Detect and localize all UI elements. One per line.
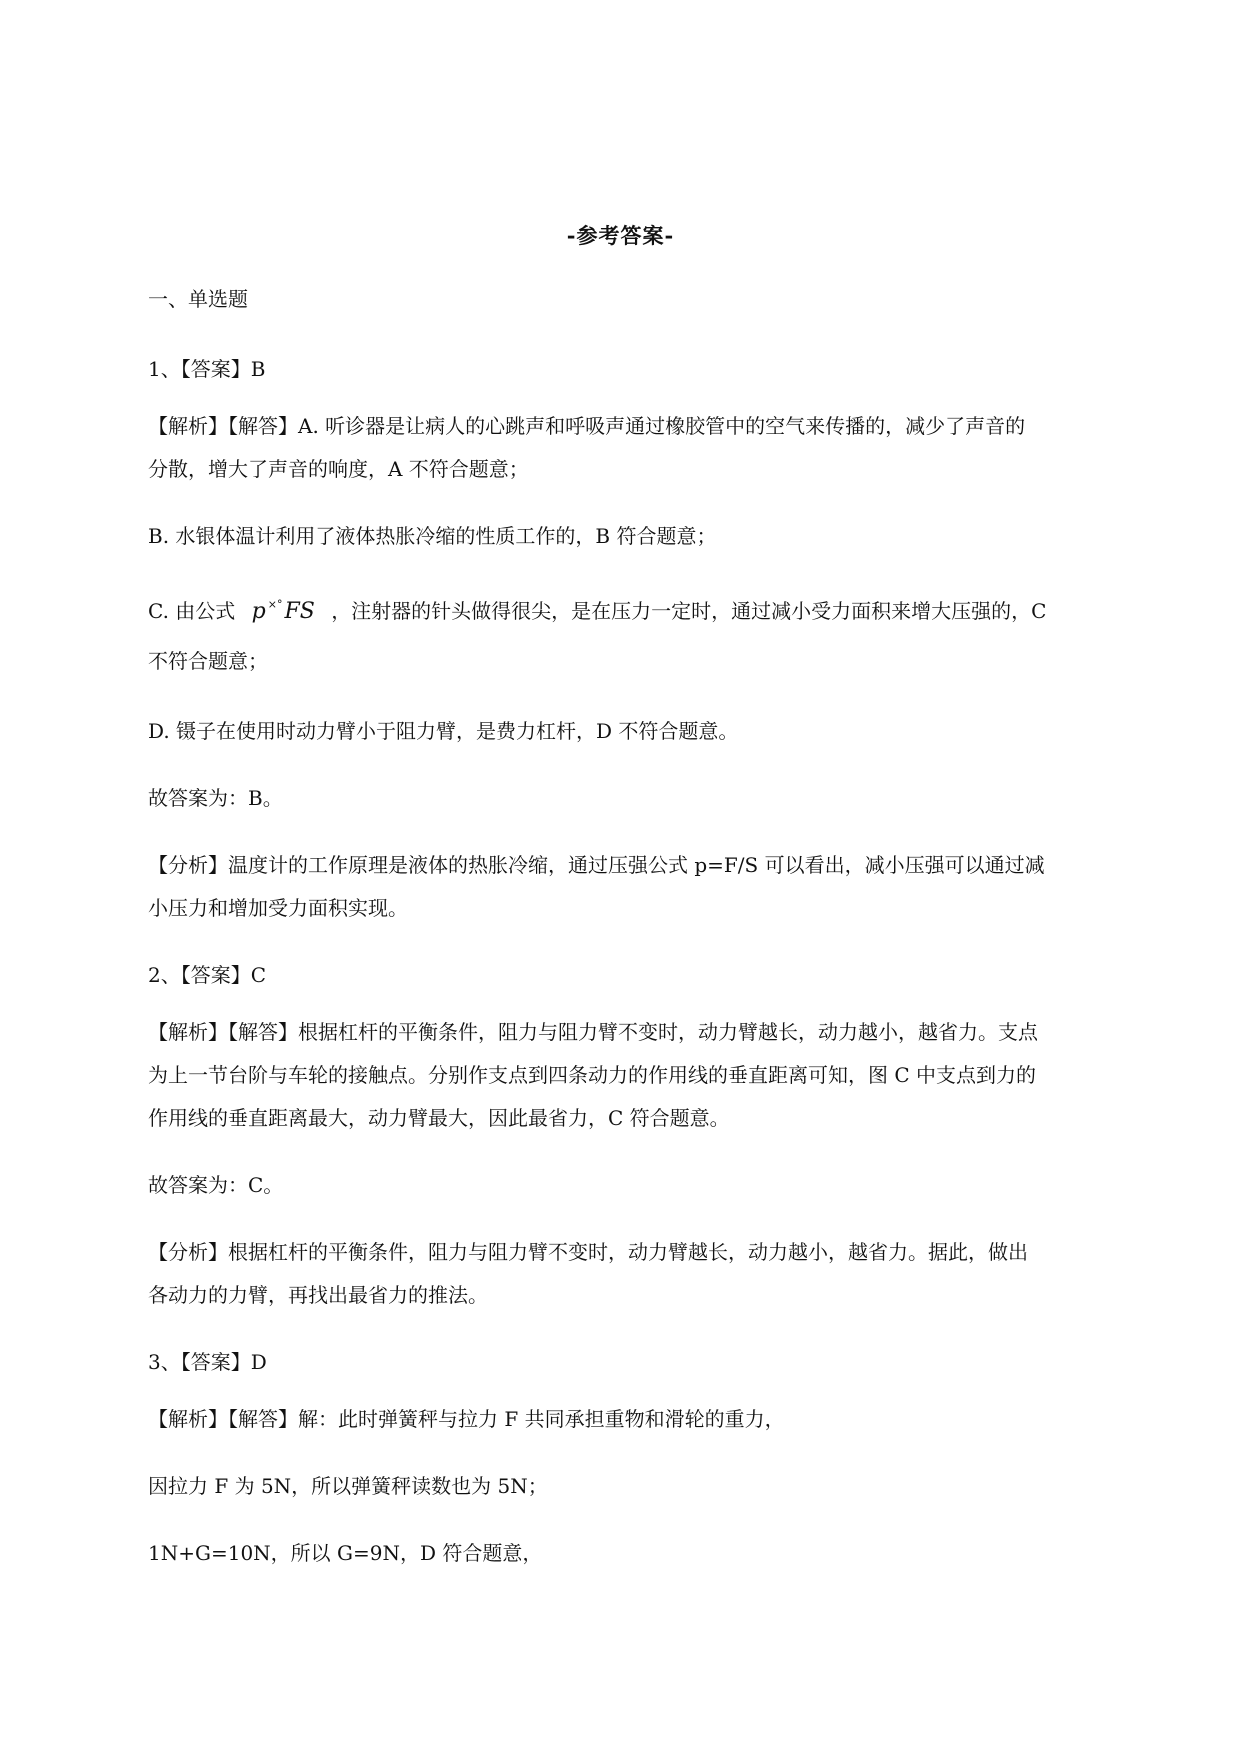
formula-p: p <box>251 599 266 624</box>
q1-formula-prefix: C. 由公式 <box>148 599 236 623</box>
q1-explanation-line-2: 分散，增大了声音的响度，A 不符合题意； <box>148 457 529 481</box>
q1-formula-suffix: ，注射器的针头做得很尖，是在压力一定时，通过减小受力面积来增大压强的，C <box>331 599 1047 623</box>
q2-explanation-line-2: 为上一节台阶与车轮的接触点。分别作支点到四条动力的作用线的垂直距离可知，图 C 中支点到力的 <box>148 1063 1037 1087</box>
q3-explanation-line-1: 【解析】【解答】解：此时弹簧秤与拉力 F 共同承担重物和滑轮的重力， <box>148 1407 785 1431</box>
q1-explanation-line-1: 【解析】【解答】A. 听诊器是让病人的心跳声和呼吸声通过橡胶管中的空气来传播的，减少了声音的 <box>148 414 1026 438</box>
q3-answer: 3、【答案】D <box>148 1350 267 1374</box>
q2-conclusion: 故答案为：C。 <box>148 1173 284 1197</box>
q3-explanation-line-2: 因拉力 F 为 5N，所以弹簧秤读数也为 5N； <box>148 1474 548 1498</box>
formula-symbol: ×° <box>267 598 283 611</box>
pressure-formula <box>252 593 315 624</box>
q1-conclusion: 故答案为：B。 <box>148 786 283 810</box>
q1-explanation-line-3: B. 水银体温计利用了液体热胀冷缩的性质工作的，B 符合题意； <box>148 524 717 548</box>
q2-analysis-line-2: 各动力的力臂，再找出最省力的推法。 <box>148 1283 488 1307</box>
q1-explanation-line-5: 不符合题意； <box>148 649 268 673</box>
q2-explanation-line-1: 【解析】【解答】根据杠杆的平衡条件，阻力与阻力臂不变时，动力臂越长，动力越小，越省力。支点 <box>148 1020 1038 1044</box>
q1-explanation-line-4 <box>148 593 1108 624</box>
q2-answer: 2、【答案】C <box>148 963 267 987</box>
q1-answer: 1、【答案】B <box>148 357 266 381</box>
q2-explanation-line-3: 作用线的垂直距离最大，动力臂最大，因此最省力，C 符合题意。 <box>148 1106 730 1130</box>
q3-explanation-line-3: 1N+G=10N，所以 G=9N，D 符合题意， <box>148 1541 543 1565</box>
q2-analysis-line-1: 【分析】根据杠杆的平衡条件，阻力与阻力臂不变时，动力臂越长，动力越小，越省力。据此，做出 <box>148 1240 1028 1264</box>
page-title: -参考答案- <box>566 223 675 248</box>
formula-fs: FS <box>284 599 315 624</box>
q1-analysis-line-1: 【分析】温度计的工作原理是液体的热胀冷缩，通过压强公式 p=F/S 可以看出，减小压强可以通过减 <box>148 853 1045 877</box>
section-heading: 一、单选题 <box>148 287 248 311</box>
q1-analysis-line-2: 小压力和增加受力面积实现。 <box>148 896 408 920</box>
q1-explanation-line-6: D. 镊子在使用时动力臂小于阻力臂，是费力杠杆，D 不符合题意。 <box>148 719 739 743</box>
